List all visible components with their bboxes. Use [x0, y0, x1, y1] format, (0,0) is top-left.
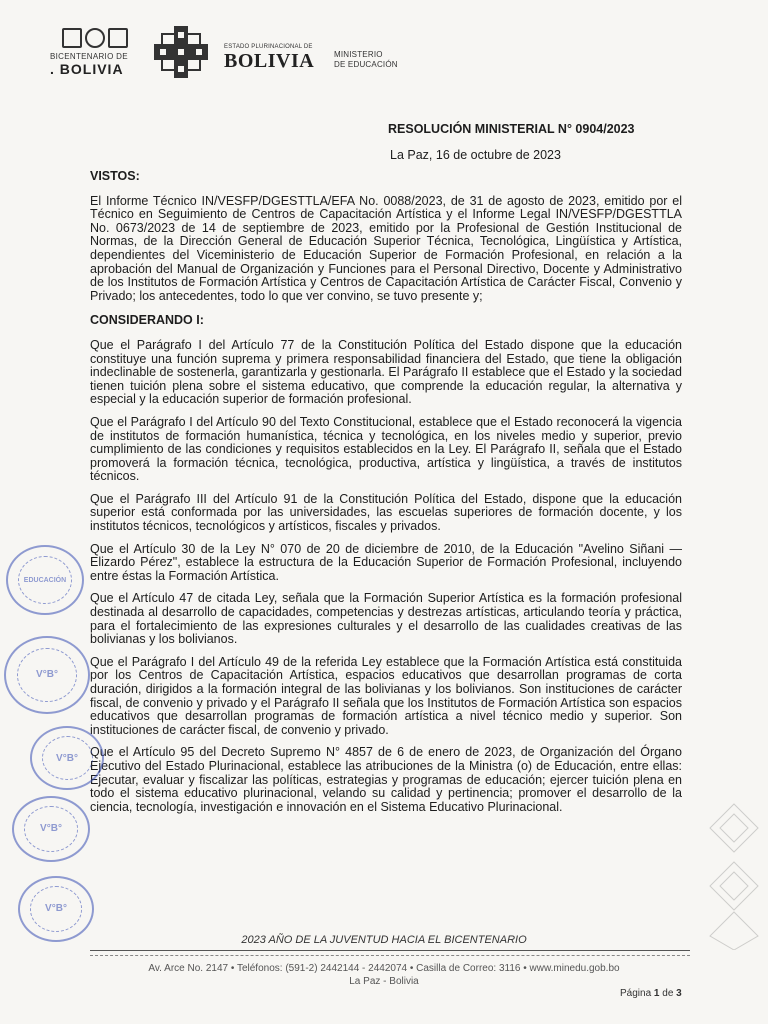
footer-motto: 2023 AÑO DE LA JUVENTUD HACIA EL BICENTENARIO — [241, 934, 527, 946]
bicentenario-big-text: . BOLIVIA — [50, 61, 124, 77]
ministerio-line-1: MINISTERIO — [334, 50, 383, 59]
resolution-date: La Paz, 16 de octubre de 2023 — [390, 148, 561, 162]
ministerio-label — [334, 50, 398, 70]
page-number: Página 1 de 3 — [620, 988, 682, 999]
approval-stamp-2: V°B° — [30, 726, 104, 790]
approval-stamp-4: V°B° — [18, 876, 94, 942]
estado-small-text: ESTADO PLURINACIONAL DE — [224, 44, 313, 50]
considerando-heading: CONSIDERANDO I: — [90, 313, 204, 328]
considerando-paragraph: Que el Parágrafo III del Artículo 91 de la Constitución Política del Estado, dispone que la educación superior está conformada por las universidades, las escuelas superiores de formación docente, y los institutos técnicos, tecnológicos y artísticos, fiscales y privados. — [90, 491, 682, 534]
considerando-paragraph: Que el Parágrafo I del Artículo 77 de la Constitución Política del Estado dispone que la educación constituye una función suprema y primera responsabilidad financiera del Estado, que tiene la obligación indeclinable de sostenerla, garantizarla y gestionarla. El Parágrafo II establece que el Estado y la sociedad tienen tuición plena sobre el sistema educativo, que comprende la educación regular, la alternativa y especial y la educación superior de formación profesional. — [90, 337, 682, 407]
resolution-title: RESOLUCIÓN MINISTERIAL N° 0904/2023 — [388, 122, 635, 136]
considerando-paragraph: Que el Parágrafo I del Artículo 49 de la referida Ley establece que la Formación Artística está constituida por los Centros de Capacitación Artística, espacios educativos que desarrollan programas de corta duración, dirigidos a la formación integral de las bolivianas y los bolivianos. Son instituciones de carácter fiscal, de convenio y privado y el Parágrafo II señala que los Institutos de Formación Artística son espacios educativos que desarrollan programas de formación artística a nivel técnico medio y superior. Son instituciones de carácter fiscal, de convenio y privado. — [90, 654, 682, 737]
footer-address: Av. Arce No. 2147 • Teléfonos: (591-2) 2442144 - 2442074 • Casilla de Correo: 3116 • www.minedu.gob.bo — [148, 963, 620, 974]
approval-stamp-1: V°B° — [4, 636, 90, 714]
bicentenario-logo — [48, 28, 144, 84]
vistos-heading: VISTOS: — [90, 169, 140, 183]
considerando-paragraph: Que el Parágrafo I del Artículo 90 del Texto Constitucional, establece que el Estado reconocerá la vigencia de institutos de formación humanística, técnica y tecnológica, en los niveles medio y superior, previo cumplimiento de las condiciones y requisitos establecidos en la Ley. El Parágrafo II, señala que el Estado promoverá la formación técnica, tecnológica, productiva, artística y lingüística, a través de institutos técnicos. — [90, 414, 682, 484]
footer-city: La Paz - Bolivia — [349, 976, 419, 987]
andean-pattern-decoration — [706, 800, 762, 950]
considerando-paragraph: Que el Artículo 95 del Decreto Supremo N° 4857 de 6 de enero de 2023, de Organización del Órgano Ejecutivo del Estado Plurinacional, establece las atribuciones de la Ministra (o) de Educación, entre ellas: Ejecutar, evaluar y fiscalizar las políticas, estrategias y programas de educación; ejercer tuición plena en todo el sistema educativo plurinacional, velando su calidad y pertinencia; promover el desarrollo de la ciencia, tecnología, investigación e innovación en el Sistema Educativo Plurinacional. — [90, 745, 682, 814]
bicentenario-small-text: BICENTENARIO DE — [50, 52, 128, 61]
estado-big-text: BOLIVIA — [224, 50, 315, 72]
vistos-paragraph: El Informe Técnico IN/VESFP/DGESTTLA/EFA No. 0088/2023, de 31 de agosto de 2023, emitido por el Técnico en Seguimiento de Centros de Capacitación Artística y el Informe Legal IN/VESFP/DGESTTLA No. 0673/2023 de 14 de septiembre de 2023, emitido por la Profesional de Gestión Institucional de Normas, de la Dirección General de Educación Superior Técnica, Tecnológica, Lingüística y Artística, dependientes del Viceministerio de Educación Superior de Formación Profesional, en relación a la aprobación del Manual de Organización y Funciones para el Personal Directivo, Docente y Administrativo de los Institutos de Formación Artística y Centros de Capacitación Artística de Carácter Fiscal, Convenio y Privado; los antecedentes, todo lo que ver convino, se tuvo presente y; — [90, 193, 682, 303]
approval-stamp-3: V°B° — [12, 796, 90, 862]
footer-divider — [90, 950, 690, 956]
chakana-emblem-icon — [154, 26, 208, 78]
ministerio-line-2: DE EDUCACIÓN — [334, 60, 398, 69]
estado-plurinacional-logo — [154, 26, 404, 82]
education-seal-stamp: EDUCACIÓN — [6, 545, 84, 615]
considerando-paragraph: Que el Artículo 47 de citada Ley, señala que la Formación Superior Artística es la formación profesional destinada al desarrollo de capacidades, competencias y destrezas artísticas, articulando teoría y práctica, para el fortalecimiento de las expresiones culturales y el desarrollo de las cualidades creativas de las bolivianas y los bolivianos. — [90, 591, 682, 647]
page-current: 1 — [653, 988, 660, 999]
document-body — [90, 170, 682, 814]
page-total: 3 — [676, 988, 682, 999]
considerando-paragraph: Que el Artículo 30 de la Ley N° 070 de 20 de diciembre de 2010, de la Educación "Avelino Siñani — Elizardo Pérez", establece la estructura de la Educación Superior de Formación Profesional, incluyendo entre éstas la Formación Artística. — [90, 541, 682, 583]
letterhead — [48, 22, 720, 82]
bicentenario-emblem-icon — [62, 28, 144, 48]
